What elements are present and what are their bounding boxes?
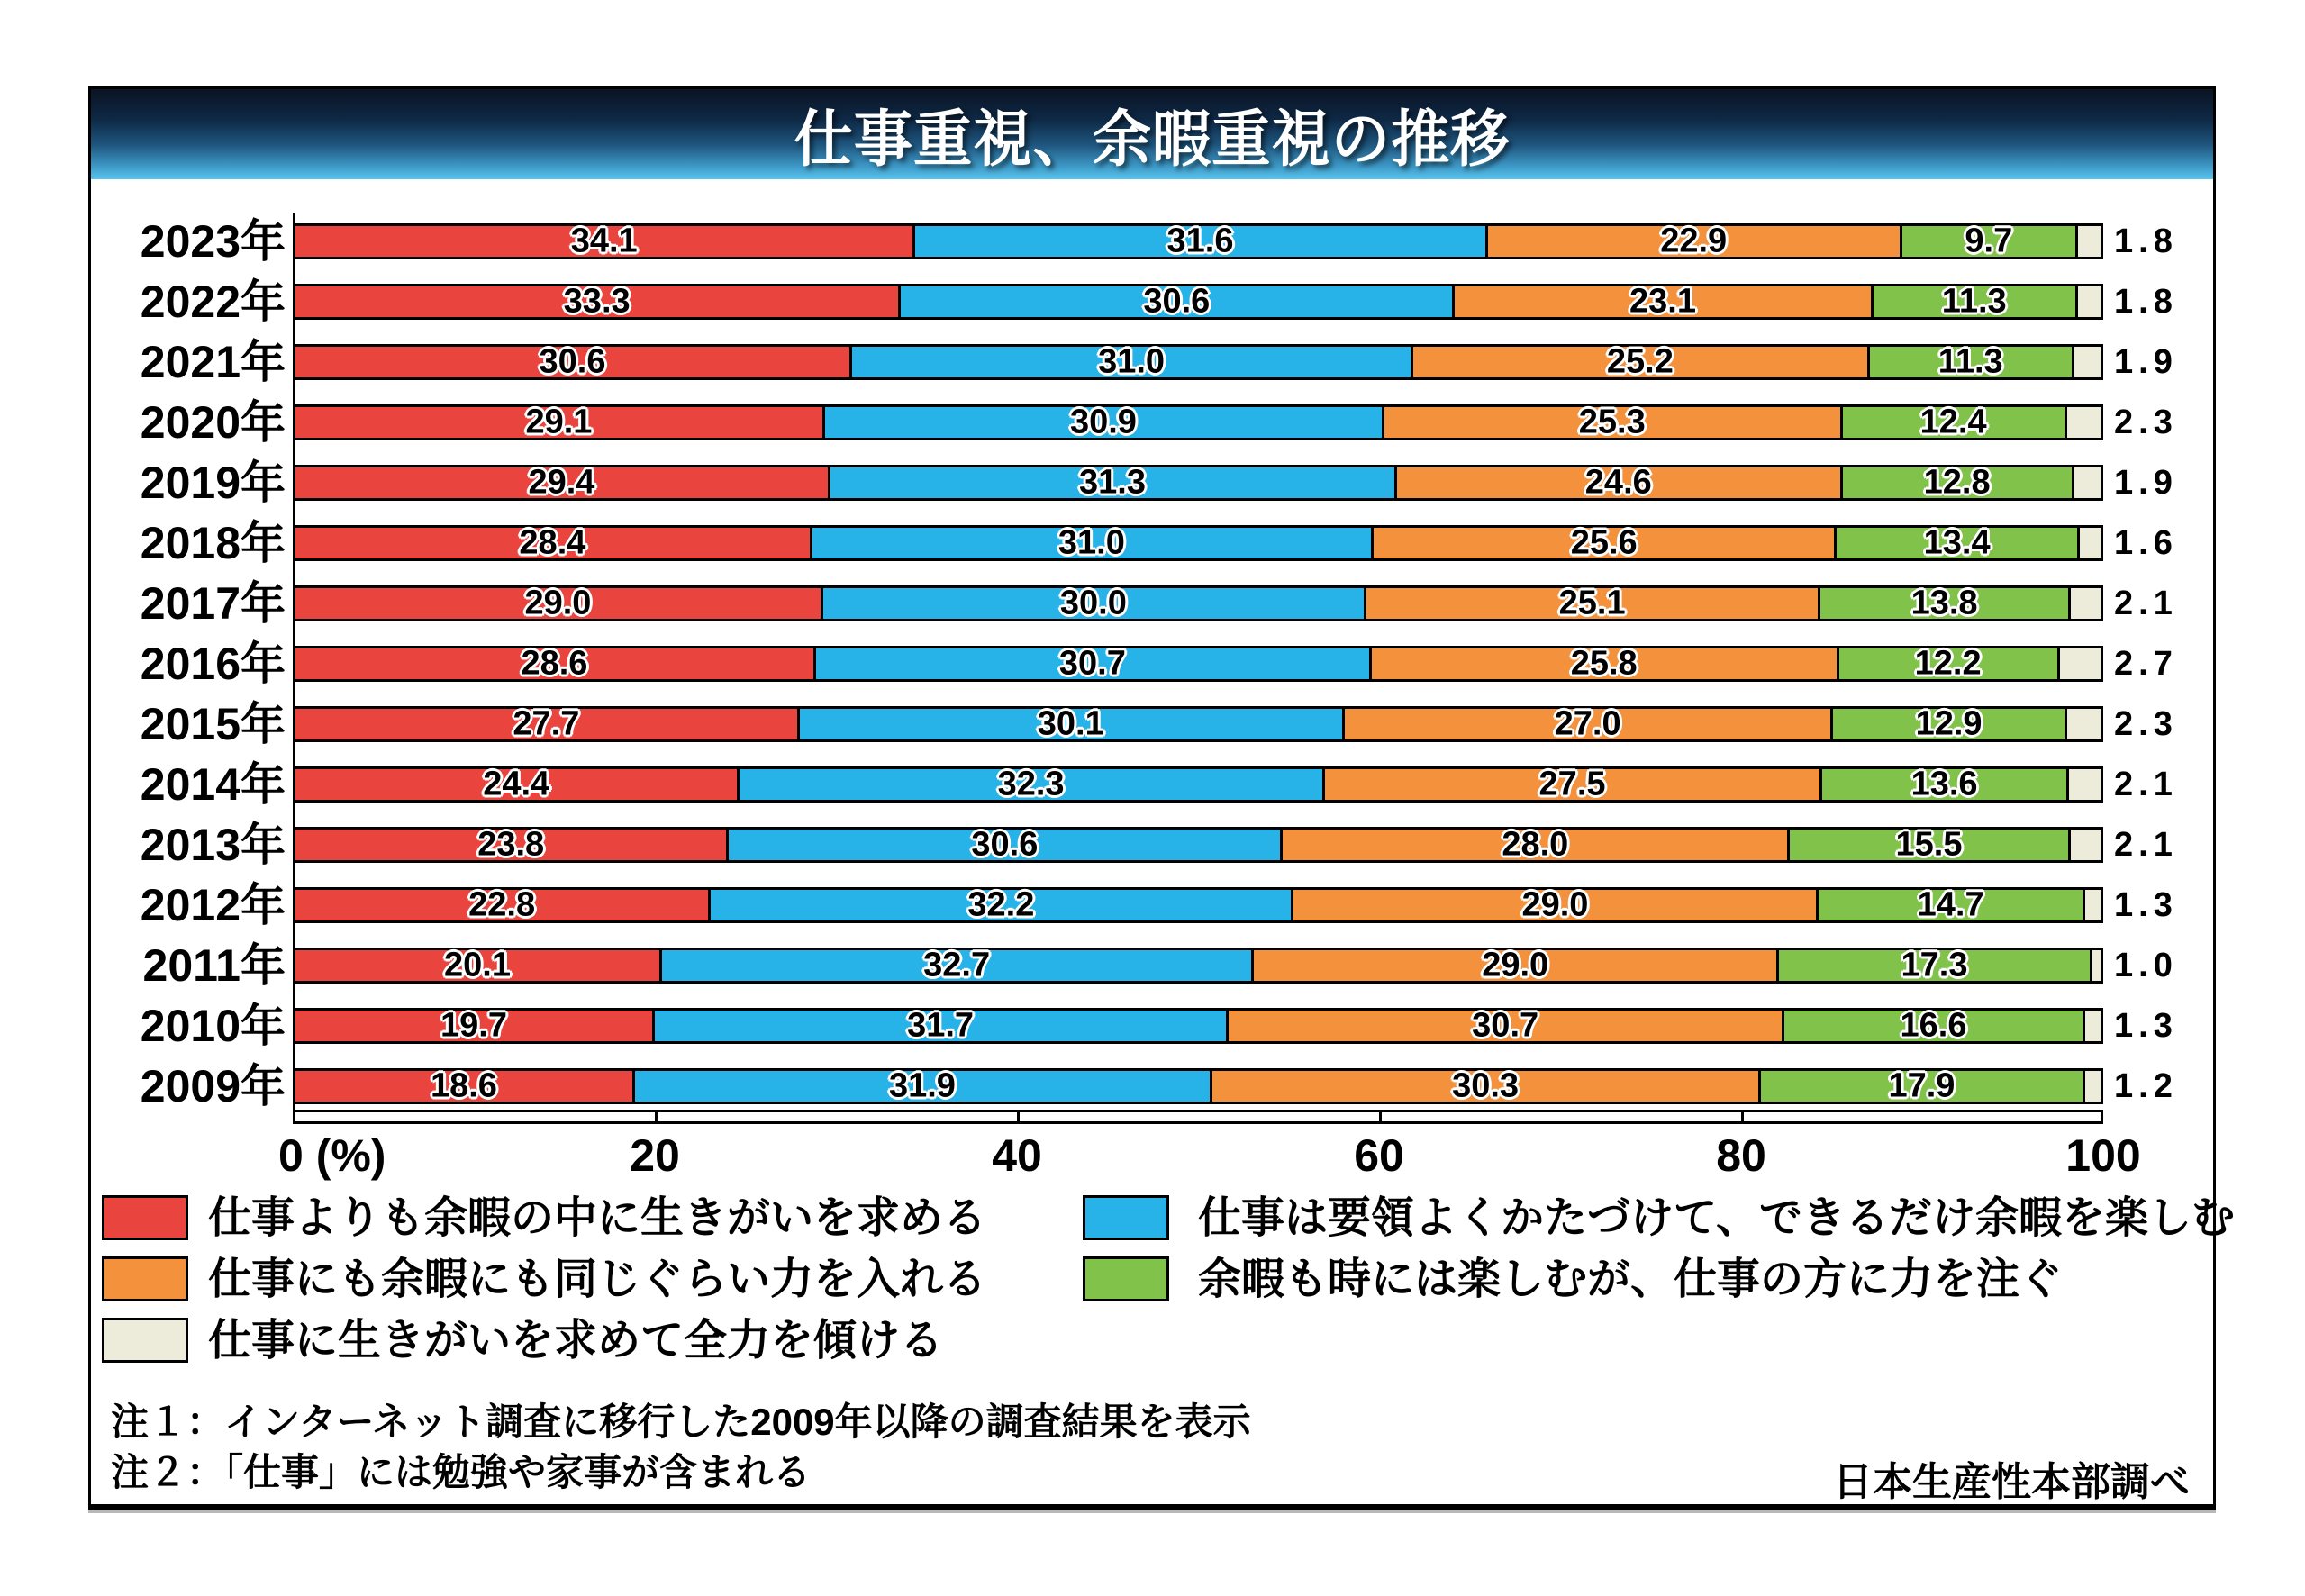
year-label: 2009年 — [140, 1061, 286, 1111]
segment-5 — [2068, 588, 2101, 619]
segment-2 — [849, 342, 1411, 381]
value-label: 30.1 — [1037, 704, 1104, 743]
value-label: 19.7 — [440, 1006, 507, 1045]
segment-2 — [726, 825, 1280, 864]
plot-area — [91, 179, 2213, 1197]
source-attribution: 日本生産性本部調べ — [1833, 1460, 2190, 1504]
bar-row — [293, 827, 2103, 863]
segment-2 — [737, 765, 1321, 803]
legend-label: 仕事は要領よくかたづけて、できるだけ余暇を楽しむ — [1198, 1194, 2236, 1242]
legend-swatch — [1083, 1195, 1169, 1240]
segment-2 — [708, 885, 1291, 924]
value-label: 14.7 — [1917, 885, 1984, 924]
value-label: 12.9 — [1915, 704, 1983, 743]
value-label: 31.0 — [1098, 342, 1166, 381]
value-label: 29.1 — [525, 403, 593, 441]
value-label: 29.0 — [524, 584, 592, 622]
axis-tick — [1017, 1112, 1020, 1121]
value-label: 16.6 — [1900, 1006, 1967, 1045]
segment-4 — [1758, 1066, 2083, 1105]
segment-1 — [295, 1006, 652, 1045]
value-label: 33.3 — [563, 282, 631, 321]
segment-1 — [295, 282, 898, 321]
segment-2 — [813, 644, 1369, 683]
segment-1 — [295, 463, 828, 502]
axis-tick-label: 100 — [2065, 1130, 2141, 1181]
value-label: 25.2 — [1606, 342, 1674, 381]
value-label: 30.9 — [1069, 403, 1137, 441]
axis-tick-label: 80 — [1716, 1130, 1766, 1181]
legend-swatch — [1083, 1256, 1169, 1301]
segment-3 — [1291, 885, 1816, 924]
legend-label: 仕事よりも余暇の中に生きがいを求める — [208, 1194, 987, 1242]
segment-3 — [1485, 222, 1900, 260]
bar-row — [293, 1068, 2103, 1104]
segment-3 — [1452, 282, 1870, 321]
segment-1 — [295, 946, 659, 984]
value-label: 31.6 — [1166, 222, 1234, 260]
value-label: 12.8 — [1923, 463, 1991, 502]
segment-2 — [632, 1066, 1210, 1105]
year-label: 2012年 — [140, 880, 286, 930]
chart-frame — [88, 86, 2236, 1510]
bar-row — [293, 344, 2103, 380]
value-label: 22.8 — [468, 885, 536, 924]
legend-swatch — [102, 1256, 188, 1301]
year-label: 2021年 — [140, 337, 286, 387]
value-label: 29.0 — [1521, 885, 1589, 924]
bar-row — [293, 766, 2103, 803]
year-label: 2011年 — [142, 940, 286, 991]
axis-tick-label: 0 (%) — [278, 1130, 386, 1181]
value-label: 28.0 — [1502, 825, 1569, 864]
outside-value-label: 2.7 — [2114, 645, 2178, 683]
bar-row — [293, 404, 2103, 440]
segment-2 — [822, 403, 1382, 441]
segment-4 — [1834, 523, 2076, 562]
segment-4 — [1818, 584, 2067, 622]
segment-1 — [295, 584, 821, 622]
axis-tick — [1741, 1112, 1744, 1121]
year-label: 2022年 — [140, 277, 286, 327]
bar-row — [293, 948, 2103, 984]
value-label: 13.6 — [1910, 765, 1978, 803]
bar-row — [293, 284, 2103, 320]
segment-2 — [797, 704, 1342, 743]
segment-4 — [1871, 282, 2075, 321]
bar-row — [293, 525, 2103, 561]
segment-1 — [295, 885, 708, 924]
year-label: 2014年 — [140, 759, 286, 810]
value-label: 25.1 — [1558, 584, 1626, 622]
segment-4 — [1819, 765, 2065, 803]
value-label: 27.0 — [1554, 704, 1621, 743]
value-label: 24.4 — [483, 765, 550, 803]
segment-4 — [1782, 1006, 2083, 1045]
year-label: 2023年 — [140, 216, 286, 267]
segment-1 — [295, 1066, 632, 1105]
segment-5 — [2083, 1071, 2101, 1102]
value-label: 30.7 — [1058, 644, 1126, 683]
year-label: 2015年 — [140, 699, 286, 749]
segment-5 — [2072, 467, 2101, 498]
value-label: 23.8 — [477, 825, 545, 864]
segment-5 — [2083, 890, 2101, 920]
value-label: 30.6 — [971, 825, 1039, 864]
value-label: 30.0 — [1059, 584, 1127, 622]
segment-4 — [1840, 403, 2065, 441]
segment-2 — [828, 463, 1394, 502]
segment-4 — [1776, 946, 2090, 984]
value-label: 31.0 — [1057, 523, 1125, 562]
segment-1 — [295, 342, 849, 381]
value-label: 15.5 — [1895, 825, 1963, 864]
segment-5 — [2075, 226, 2101, 257]
outside-value-label: 1.6 — [2114, 524, 2178, 562]
value-label: 34.1 — [570, 222, 638, 260]
value-label: 31.9 — [888, 1066, 956, 1105]
axis-tick — [293, 1112, 295, 1121]
value-label: 13.4 — [1923, 523, 1991, 562]
value-label: 29.4 — [528, 463, 595, 502]
page-title: 仕事重視、余暇重視の推移 — [794, 104, 1511, 174]
outside-value-label: 2.1 — [2114, 826, 2178, 864]
segment-1 — [295, 403, 822, 441]
value-label: 17.9 — [1888, 1066, 1956, 1105]
segment-3 — [1364, 584, 1819, 622]
segment-5 — [2072, 347, 2101, 377]
outside-value-label: 1.2 — [2114, 1067, 2178, 1105]
bar-row — [293, 465, 2103, 501]
outside-value-label: 1.9 — [2114, 464, 2178, 502]
outside-value-label: 2.3 — [2114, 705, 2178, 743]
segment-1 — [295, 765, 737, 803]
segment-2 — [652, 1006, 1226, 1045]
value-label: 13.8 — [1910, 584, 1978, 622]
outside-value-label: 1.9 — [2114, 343, 2178, 381]
year-label: 2010年 — [140, 1001, 286, 1051]
axis-tick — [1379, 1112, 1382, 1121]
segment-5 — [2083, 1011, 2101, 1041]
segment-1 — [295, 825, 726, 864]
axis-tick-label: 60 — [1354, 1130, 1404, 1181]
bar-row — [293, 887, 2103, 923]
segment-3 — [1322, 765, 1820, 803]
segment-1 — [295, 644, 813, 683]
value-label: 32.7 — [923, 946, 991, 984]
axis-tick-label: 20 — [630, 1130, 680, 1181]
bar-row — [293, 706, 2103, 742]
value-label: 30.7 — [1472, 1006, 1539, 1045]
axis-tick — [2101, 1112, 2103, 1121]
outside-value-label: 1.3 — [2114, 1007, 2178, 1045]
outside-value-label: 2.1 — [2114, 766, 2178, 803]
value-label: 25.8 — [1570, 644, 1638, 683]
segment-5 — [2066, 769, 2101, 800]
value-label: 28.4 — [519, 523, 586, 562]
bar-row — [293, 1008, 2103, 1044]
value-label: 31.3 — [1079, 463, 1146, 502]
legend-label: 仕事にも余暇にも同じぐらい力を入れる — [208, 1256, 987, 1303]
title-bar — [91, 89, 2213, 179]
value-label: 11.3 — [1937, 342, 2003, 381]
value-label: 20.1 — [444, 946, 511, 984]
segment-3 — [1210, 1066, 1758, 1105]
segment-4 — [1900, 222, 2075, 260]
bar-row — [293, 585, 2103, 621]
value-label: 17.3 — [1901, 946, 1968, 984]
axis-tick-label: 40 — [992, 1130, 1042, 1181]
segment-3 — [1394, 463, 1839, 502]
bar-row — [293, 646, 2103, 682]
segment-2 — [821, 584, 1364, 622]
segment-1 — [295, 704, 797, 743]
axis-tick — [655, 1112, 658, 1121]
value-label: 9.7 — [1965, 222, 2013, 260]
value-label: 29.0 — [1482, 946, 1549, 984]
value-label: 27.5 — [1538, 765, 1606, 803]
segment-4 — [1840, 463, 2072, 502]
segment-1 — [295, 523, 810, 562]
footnotes — [111, 1397, 1251, 1498]
legend-label: 仕事に生きがいを求めて全力を傾ける — [208, 1317, 944, 1365]
segment-4 — [1787, 825, 2068, 864]
value-label: 25.6 — [1570, 523, 1638, 562]
segment-5 — [2068, 830, 2101, 860]
segment-2 — [810, 523, 1371, 562]
outside-value-label: 1.0 — [2114, 947, 2178, 984]
year-label: 2020年 — [140, 397, 286, 448]
segment-3 — [1342, 704, 1831, 743]
note-2: 注２：「仕事」には勉強や家事が含まれる — [111, 1451, 812, 1493]
value-label: 23.1 — [1629, 282, 1696, 321]
note-1: 注１：インターネット調査に移行した2009年以降の調査結果を表示 — [111, 1401, 1251, 1443]
segment-5 — [2065, 709, 2101, 739]
segment-5 — [2077, 528, 2101, 558]
year-label: 2016年 — [140, 639, 286, 689]
value-label: 22.9 — [1660, 222, 1728, 260]
year-label: 2019年 — [140, 458, 286, 508]
year-label: 2013年 — [140, 820, 286, 870]
value-label: 32.3 — [997, 765, 1065, 803]
outside-value-label: 2.1 — [2114, 585, 2178, 622]
value-label: 30.6 — [1143, 282, 1211, 321]
legend-label: 余暇も時には楽しむが、仕事の方に力を注ぐ — [1198, 1256, 2064, 1303]
bar-row — [293, 223, 2103, 259]
segment-3 — [1280, 825, 1787, 864]
outside-value-label: 2.3 — [2114, 404, 2178, 441]
segment-3 — [1226, 1006, 1782, 1045]
segment-5 — [2057, 648, 2101, 679]
value-label: 18.6 — [430, 1066, 497, 1105]
segment-2 — [912, 222, 1484, 260]
value-label: 32.2 — [967, 885, 1035, 924]
value-label: 28.6 — [521, 644, 588, 683]
segment-4 — [1867, 342, 2072, 381]
x-axis — [293, 1110, 2103, 1124]
value-label: 24.6 — [1584, 463, 1652, 502]
segment-3 — [1371, 523, 1835, 562]
legend-swatch — [102, 1318, 188, 1363]
value-label: 31.7 — [907, 1006, 975, 1045]
value-label: 11.3 — [1941, 282, 2007, 321]
segment-5 — [2090, 950, 2101, 981]
outside-value-label: 1.3 — [2114, 886, 2178, 924]
segment-2 — [898, 282, 1452, 321]
segment-3 — [1382, 403, 1840, 441]
segment-3 — [1251, 946, 1776, 984]
segment-3 — [1411, 342, 1867, 381]
value-label: 30.6 — [539, 342, 606, 381]
value-label: 30.3 — [1452, 1066, 1520, 1105]
segment-4 — [1816, 885, 2082, 924]
segment-2 — [659, 946, 1251, 984]
value-label: 25.3 — [1578, 403, 1646, 441]
value-label: 12.4 — [1919, 403, 1987, 441]
segment-1 — [295, 222, 912, 260]
segment-4 — [1837, 644, 2057, 683]
segment-5 — [2065, 407, 2101, 438]
segment-5 — [2075, 286, 2101, 317]
year-label: 2018年 — [140, 518, 286, 568]
value-label: 27.7 — [513, 704, 580, 743]
legend-swatch — [102, 1195, 188, 1240]
segment-4 — [1830, 704, 2064, 743]
year-label: 2017年 — [140, 578, 286, 629]
value-label: 12.2 — [1914, 644, 1982, 683]
outside-value-label: 1.8 — [2114, 283, 2178, 321]
segment-3 — [1369, 644, 1837, 683]
outside-value-label: 1.8 — [2114, 222, 2178, 260]
